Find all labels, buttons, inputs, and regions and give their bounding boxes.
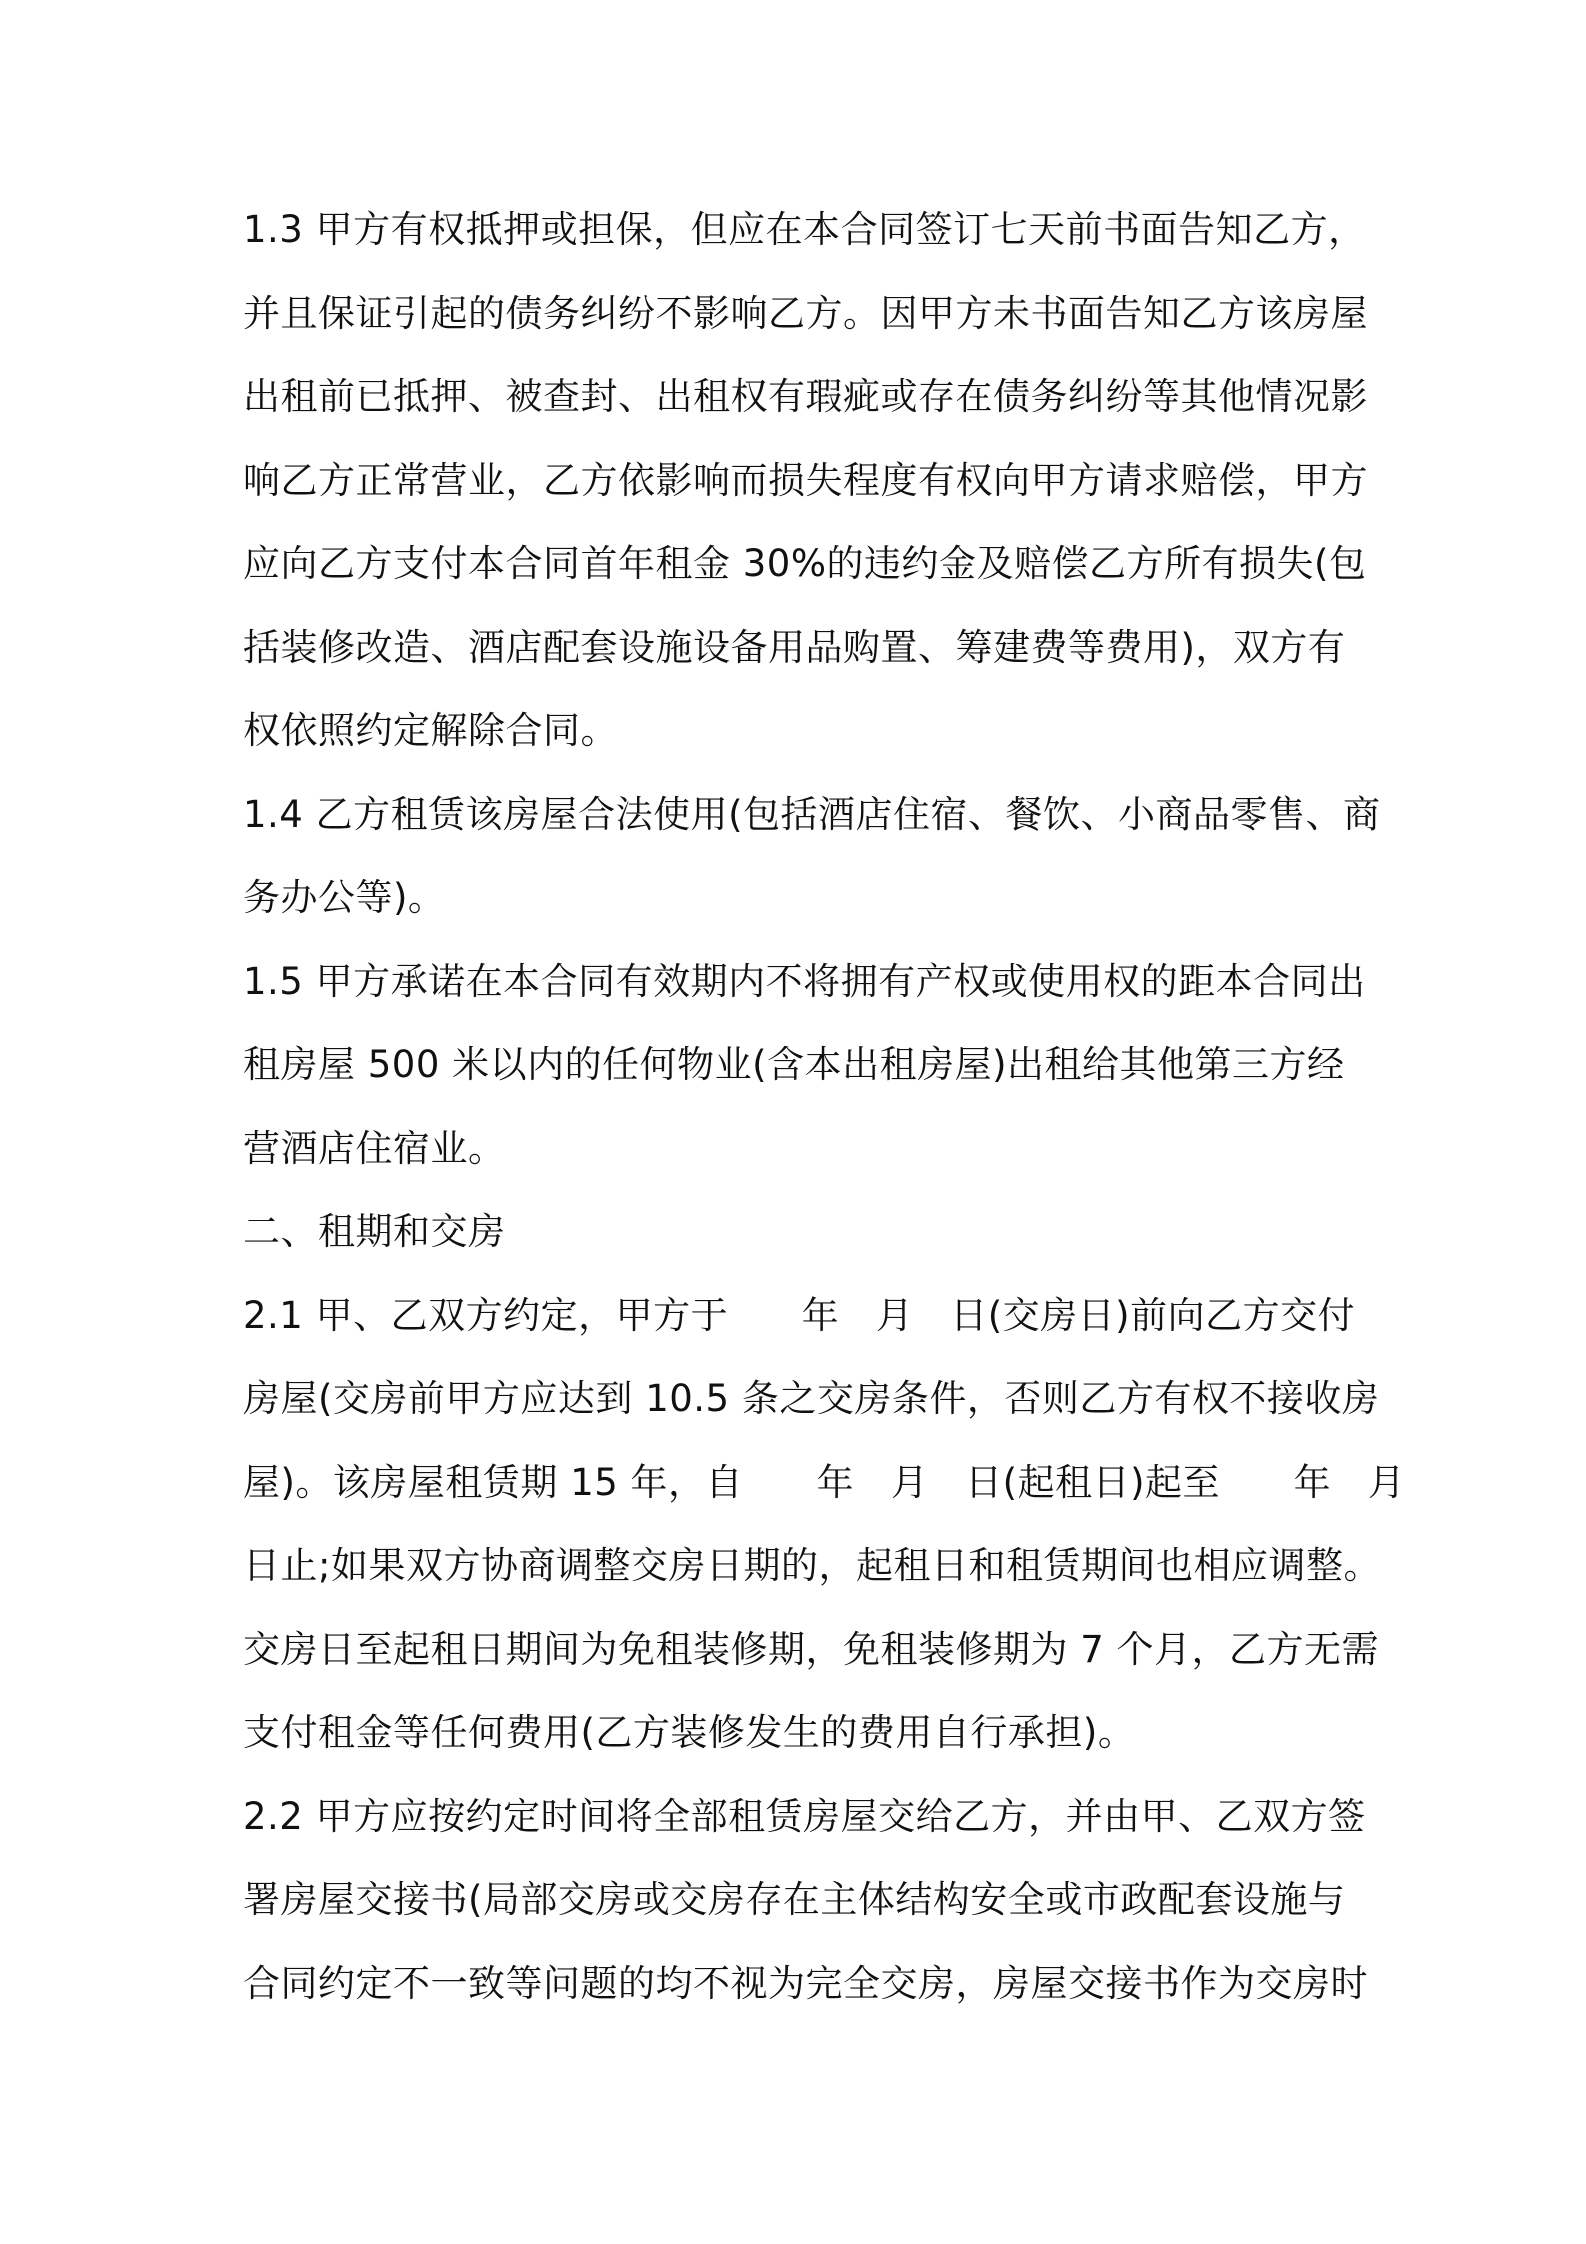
text-line: 1.5 甲方承诺在本合同有效期内不将拥有产权或使用权的距本合同出 [243,959,1366,1003]
text-line: 务办公等)。 [243,876,446,919]
text-line: 应向乙方支付本合同首年租金 30%的违约金及赔偿乙方所有损失(包 [243,542,1367,585]
text-line: 1.4 乙方租赁该房屋合法使用(包括酒店住宿、餐饮、小商品零售、商 [243,792,1381,836]
text-line: 2.2 甲方应按约定时间将全部租赁房屋交给乙方，并由甲、乙双方签 [243,1794,1366,1838]
text-line: 出租前已抵押、被查封、出租权有瑕疵或存在债务纠纷等其他情况影 [243,375,1368,418]
text-line: 支付租金等任何费用(乙方装修发生的费用自行承担)。 [243,1711,1136,1754]
text-line: 营酒店住宿业。 [243,1126,506,1170]
text-line: 响乙方正常营业，乙方依影响而损失程度有权向甲方请求赔偿，甲方 [243,458,1368,502]
section-heading: 二、租期和交房 [243,1210,506,1253]
text-line: 租房屋 500 米以内的任何物业(含本出租房屋)出租给其他第三方经 [243,1043,1345,1086]
text-line: 合同约定不一致等问题的均不视为完全交房，房屋交接书作为交房时 [243,1961,1368,2005]
text-line: 署房屋交接书(局部交房或交房存在主体结构安全或市政配套设施与 [243,1878,1346,1921]
text-line: 日止;如果双方协商调整交房日期的，起租日和租赁期间也相应调整。 [243,1544,1381,1587]
document-page [243,188,1406,2025]
text-line: 屋)。该房屋租赁期 15 年，自 年 月 日(起租日)起至 年 月 [243,1460,1406,1504]
text-line: 交房日至起租日期间为免租装修期，免租装修期为 7 个月，乙方无需 [243,1627,1380,1671]
text-line: 权依照约定解除合同。 [243,709,618,752]
text-line: 房屋(交房前甲方应达到 10.5 条之交房条件，否则乙方有权不接收房 [243,1377,1380,1420]
text-line: 2.1 甲、乙双方约定，甲方于 年 月 日(交房日)前向乙方交付 [243,1293,1356,1337]
text-line: 并且保证引起的债务纠纷不影响乙方。因甲方未书面告知乙方该房屋 [243,291,1368,335]
text-line: 1.3 甲方有权抵押或担保，但应在本合同签订七天前书面告知乙方， [243,208,1366,251]
text-line: 括装修改造、酒店配套设施设备用品购置、筹建费等费用)，双方有 [243,625,1346,669]
